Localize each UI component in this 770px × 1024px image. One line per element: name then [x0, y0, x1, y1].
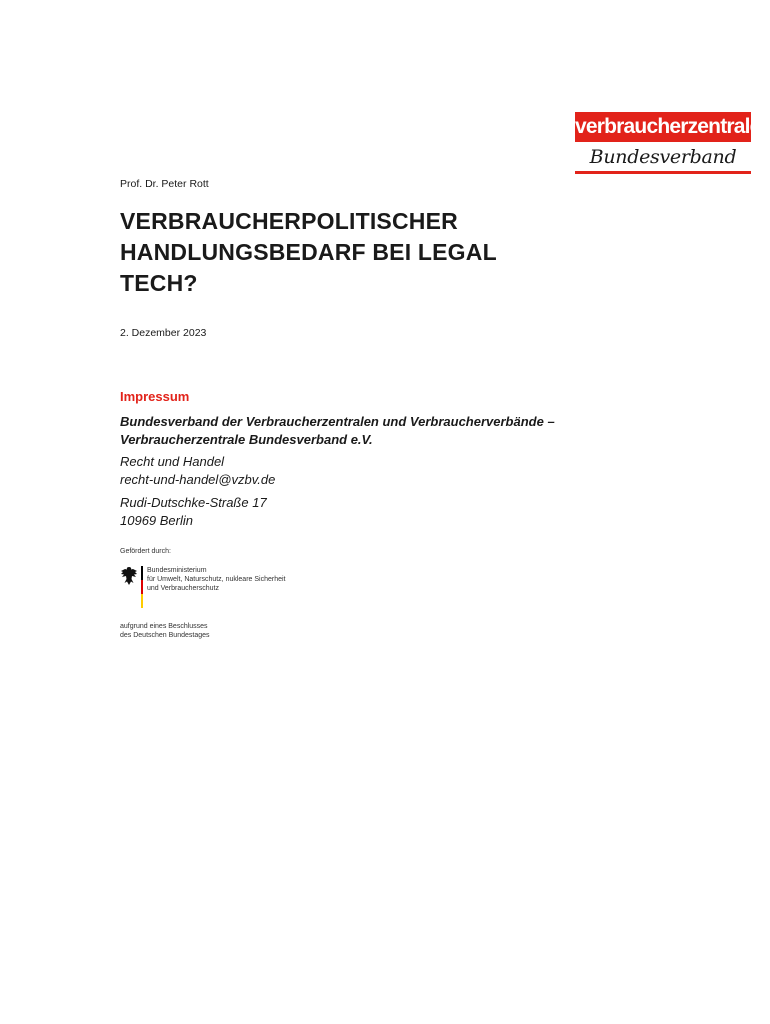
ministry-line: und Verbraucherschutz [147, 585, 219, 592]
bundestag-line: des Deutschen Bundestages [120, 632, 210, 639]
flag-stripe-black [141, 566, 143, 580]
city: 10969 Berlin [120, 513, 193, 528]
logo-underline [575, 171, 751, 174]
organization-name [120, 413, 680, 449]
email-link[interactable]: recht-und-handel@vzbv.de [120, 472, 276, 487]
flag-stripe-gold [141, 594, 143, 608]
department-contact [120, 453, 275, 489]
logo-subtitle: Bundesverband [589, 146, 737, 168]
ministry-name [147, 566, 286, 593]
flag-stripe-red [141, 580, 143, 594]
german-flag-bar [141, 566, 143, 608]
bundestag-line: aufgrund eines Beschlusses [120, 623, 208, 630]
title-line: VERBRAUCHERPOLITISCHER [120, 208, 458, 234]
document-title [120, 206, 580, 299]
logo-wordmark: verbraucherzentrale [575, 112, 751, 142]
ministry-line: Bundesministerium [147, 567, 207, 574]
address [120, 494, 267, 530]
funding-label: Gefördert durch: [120, 548, 171, 555]
org-line: Bundesverband der Verbraucherzentralen und Verbraucherverbände – [120, 414, 555, 429]
ministry-line: für Umwelt, Naturschutz, nukleare Sicherheit [147, 576, 286, 583]
title-line: TECH? [120, 270, 198, 296]
publication-date: 2. Dezember 2023 [120, 327, 207, 339]
federal-eagle-icon [120, 566, 138, 586]
title-line: HANDLUNGSBEDARF BEI LEGAL [120, 239, 497, 265]
org-line: Verbraucherzentrale Bundesverband e.V. [120, 432, 373, 447]
bundestag-note [120, 622, 210, 640]
department: Recht und Handel [120, 454, 225, 469]
author: Prof. Dr. Peter Rott [120, 178, 209, 190]
impressum-heading: Impressum [120, 389, 190, 404]
vzbv-logo [575, 112, 761, 174]
street: Rudi-Dutschke-Straße 17 [120, 495, 267, 510]
